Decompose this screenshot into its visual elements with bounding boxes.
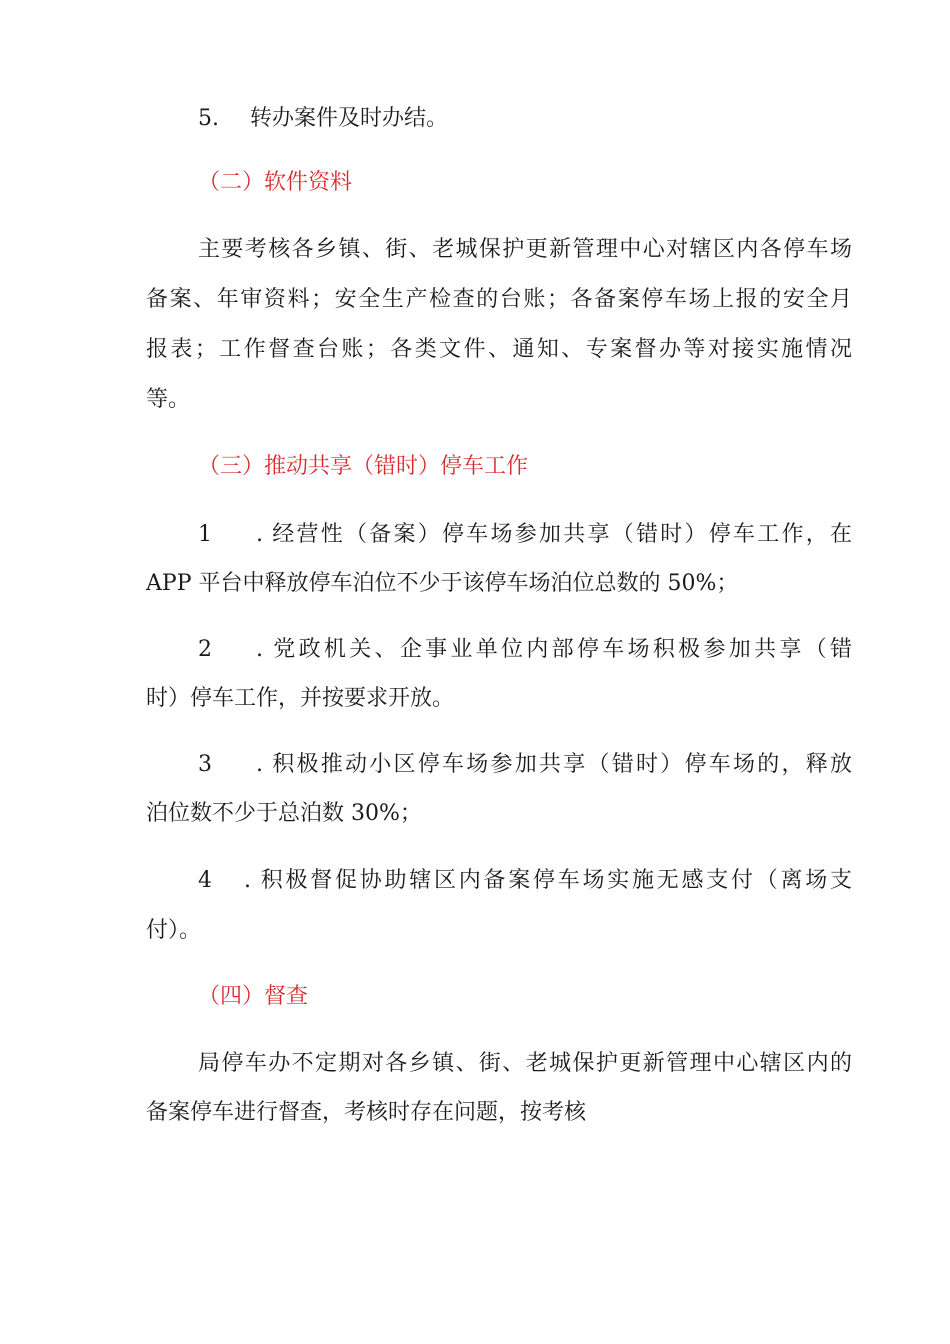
- list-item-text: 泊位数不少于总泊数 30%；: [146, 801, 422, 826]
- list-item-number: 1: [198, 522, 212, 547]
- paragraph-line: 备案、年审资料；安全生产检查的台账；各备案停车场上报的安全月: [146, 287, 852, 312]
- item-number: 5.: [198, 106, 219, 131]
- list-item-number: 4: [198, 868, 212, 893]
- list-item-text: . 党政机关、企事业单位内部停车场积极参加共享（错: [256, 637, 852, 662]
- list-item-text: APP 平台中释放停车泊位不少于该停车场泊位总数的 50%；: [146, 571, 739, 596]
- list-item-number: 3: [198, 752, 212, 777]
- section-heading-4: （四）督查: [198, 984, 309, 1009]
- list-item-text: . 积极推动小区停车场参加共享（错时）停车场的，释放: [256, 752, 852, 777]
- list-item-text: 时）停车工作，并按要求开放。: [146, 686, 455, 711]
- section-heading-2: （二）软件资料: [198, 170, 353, 195]
- paragraph-line: 报表；工作督查台账；各类文件、通知、专案督办等对接实施情况: [146, 337, 852, 362]
- section-heading-3: （三）推动共享（错时）停车工作: [198, 454, 529, 479]
- list-item-text: . 积极督促协助辖区内备案停车场实施无感支付（离场支: [244, 868, 852, 893]
- item-text: 转办案件及时办结。: [250, 106, 449, 131]
- list-item-text: 付）。: [146, 918, 202, 943]
- paragraph-line: 主要考核各乡镇、街、老城保护更新管理中心对辖区内各停车场: [198, 237, 852, 262]
- list-item-5: [198, 104, 448, 134]
- paragraph-line: 局停车办不定期对各乡镇、街、老城保护更新管理中心辖区内的: [198, 1051, 852, 1076]
- list-item-text: . 经营性（备案）停车场参加共享（错时）停车工作，在: [256, 522, 852, 547]
- list-item-number: 2: [198, 637, 212, 662]
- paragraph-line: 备案停车进行督查，考核时存在问题，按考核: [146, 1100, 587, 1125]
- paragraph-line: 等。: [146, 387, 191, 412]
